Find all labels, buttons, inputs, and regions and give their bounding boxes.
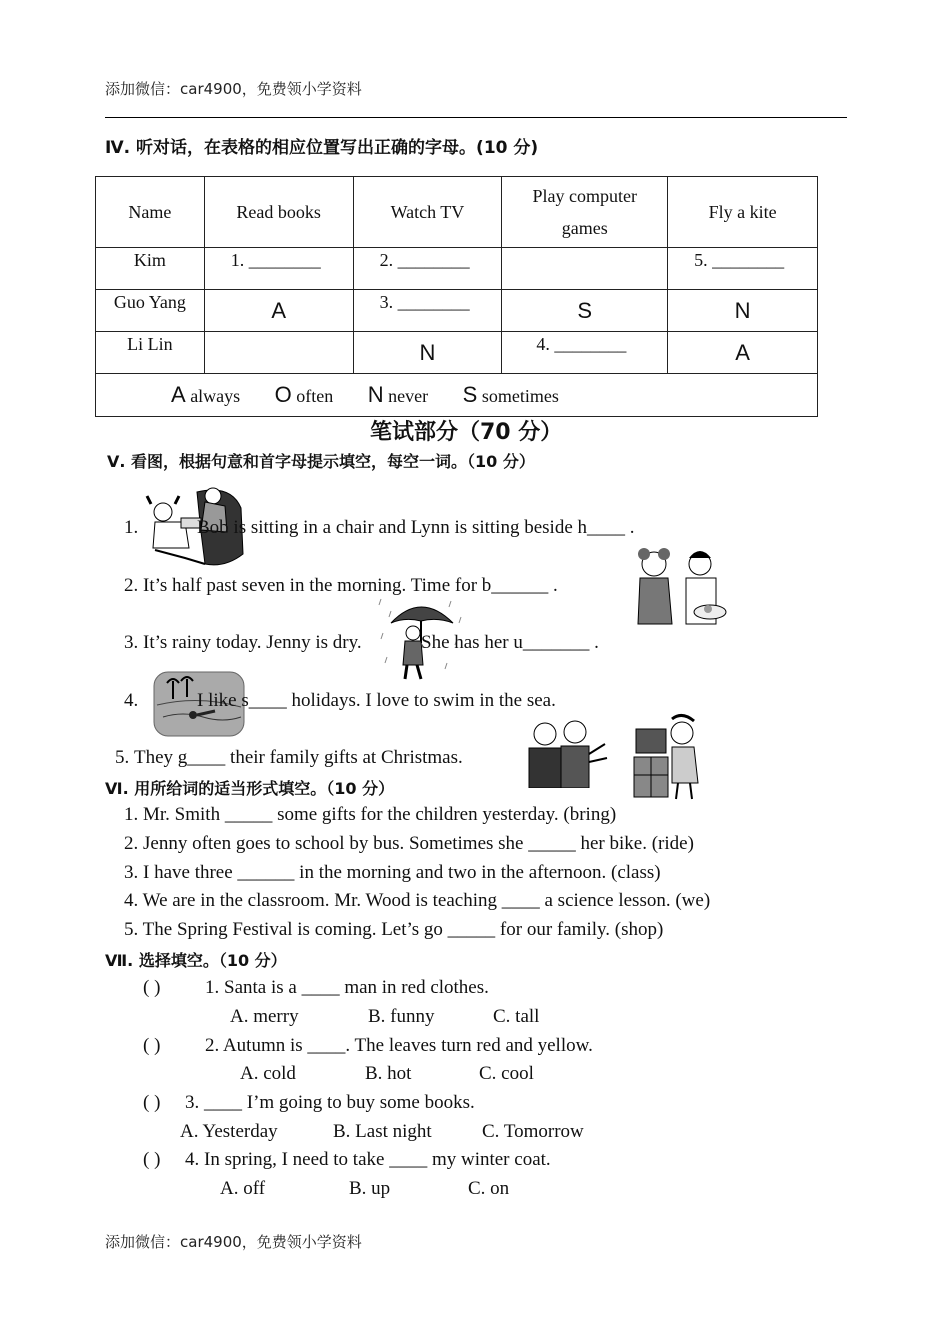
written-part-title: 笔试部分（70 分） bbox=[370, 420, 563, 445]
col-header-games-line2: games bbox=[561, 218, 608, 238]
q5-2-number: 2. bbox=[124, 575, 139, 596]
q7-4-option-a: A. off bbox=[220, 1178, 266, 1199]
table-row-guo-yang bbox=[96, 290, 818, 332]
table-row-kim bbox=[96, 248, 818, 290]
col-header-watch-tv: Watch TV bbox=[353, 177, 502, 248]
section-7-title: Ⅶ. 选择填空。（10 分） bbox=[105, 951, 287, 970]
page-footer: 添加微信：car4900，免费领小学资料 bbox=[105, 1233, 362, 1251]
col-header-fly-a-kite: Fly a kite bbox=[668, 177, 818, 248]
legend-item: A always bbox=[171, 382, 241, 407]
q7-2-question: 2. Autumn is ____. The leaves turn red and yellow. bbox=[205, 1035, 593, 1056]
answer-paren[interactable]: ( ) bbox=[143, 977, 161, 998]
q7-2-option-a: A. cold bbox=[240, 1063, 296, 1084]
q5-5-text: They g____ their family gifts at Christmas. bbox=[134, 747, 463, 768]
legend-row bbox=[96, 374, 818, 417]
q5-3-number: 3. bbox=[124, 632, 139, 653]
q7-3-option-b: B. Last night bbox=[333, 1121, 432, 1142]
cell-letter: N bbox=[353, 332, 502, 374]
q5-3-text-a: It’s rainy today. Jenny is dry. bbox=[143, 632, 362, 653]
q7-1-question: 1. Santa is a ____ man in red clothes. bbox=[205, 977, 489, 998]
page-header: 添加微信：car4900，免费领小学资料 bbox=[105, 80, 362, 98]
breakfast-illustration bbox=[632, 546, 728, 628]
q7-2-option-c: C. cool bbox=[479, 1063, 534, 1084]
col-header-play-computer-games bbox=[502, 177, 668, 248]
q5-2-text: It’s half past seven in the morning. Time for b______ . bbox=[143, 575, 558, 596]
q7-3-option-c: C. Tomorrow bbox=[482, 1121, 584, 1142]
answer-blank-1[interactable]: 1. ________ bbox=[204, 248, 353, 290]
cell-letter: A bbox=[668, 332, 818, 374]
col-header-games-line1: Play computer bbox=[532, 186, 637, 206]
cell-letter: N bbox=[668, 290, 818, 332]
section-5-title: Ⅴ. 看图，根据句意和首字母提示填空，每空一词。（10 分） bbox=[107, 452, 535, 471]
q5-5-number: 5. bbox=[115, 747, 130, 768]
listening-table bbox=[95, 176, 818, 417]
answer-blank-4[interactable]: 4. ________ bbox=[502, 332, 668, 374]
table-row-li-lin bbox=[96, 332, 818, 374]
answer-blank-3[interactable]: 3. ________ bbox=[353, 290, 502, 332]
legend-item: S sometimes bbox=[462, 382, 559, 407]
col-header-name: Name bbox=[96, 177, 205, 248]
empty-cell bbox=[204, 332, 353, 374]
gift-box-illustration bbox=[632, 713, 706, 801]
q7-1-option-b: B. funny bbox=[368, 1006, 435, 1027]
q7-1-option-c: C. tall bbox=[493, 1006, 540, 1027]
answer-paren[interactable]: ( ) bbox=[143, 1092, 161, 1113]
gift-giving-illustration bbox=[525, 718, 609, 788]
q7-2-option-b: B. hot bbox=[365, 1063, 412, 1084]
empty-cell bbox=[502, 248, 668, 290]
q6-3: 3. I have three ______ in the morning and two in the afternoon. (class) bbox=[124, 862, 661, 883]
q7-4-option-b: B. up bbox=[349, 1178, 391, 1199]
q7-3-option-a: A. Yesterday bbox=[180, 1121, 278, 1142]
cell-letter: A bbox=[204, 290, 353, 332]
q6-4: 4. We are in the classroom. Mr. Wood is teaching ____ a science lesson. (we) bbox=[124, 890, 711, 911]
answer-blank-2[interactable]: 2. ________ bbox=[353, 248, 502, 290]
header-divider bbox=[105, 117, 847, 118]
q7-4-question: 4. In spring, I need to take ____ my winter coat. bbox=[185, 1149, 551, 1170]
q5-3-text-b: She has her u_______ . bbox=[421, 632, 599, 653]
q5-1-number: 1. bbox=[124, 517, 139, 538]
legend-item: N never bbox=[367, 382, 429, 407]
q7-1-option-a: A. merry bbox=[230, 1006, 299, 1027]
q5-1-text: Bob is sitting in a chair and Lynn is sitting beside h____ . bbox=[197, 517, 635, 538]
row-name: Li Lin bbox=[96, 332, 205, 374]
q7-3-question: 3. ____ I’m going to buy some books. bbox=[185, 1092, 475, 1113]
row-name: Guo Yang bbox=[96, 290, 205, 332]
q6-2: 2. Jenny often goes to school by bus. Sometimes she _____ her bike. (ride) bbox=[124, 833, 694, 854]
section-4-title: Ⅳ. 听对话，在表格的相应位置写出正确的字母。(10 分) bbox=[105, 138, 539, 158]
q7-4-option-c: C. on bbox=[468, 1178, 510, 1199]
q5-4-number: 4. bbox=[124, 690, 139, 711]
legend-item: O often bbox=[274, 382, 334, 407]
section-6-title: Ⅵ. 用所给词的适当形式填空。（10 分） bbox=[105, 779, 395, 798]
col-header-read-books: Read books bbox=[204, 177, 353, 248]
q6-1: 1. Mr. Smith _____ some gifts for the children yesterday. (bring) bbox=[124, 804, 617, 825]
q6-5: 5. The Spring Festival is coming. Let’s go _____ for our family. (shop) bbox=[124, 919, 664, 940]
row-name: Kim bbox=[96, 248, 205, 290]
answer-paren[interactable]: ( ) bbox=[143, 1035, 161, 1056]
answer-blank-5[interactable]: 5. ________ bbox=[668, 248, 818, 290]
answer-paren[interactable]: ( ) bbox=[143, 1149, 161, 1170]
cell-letter: S bbox=[502, 290, 668, 332]
q5-4-text: I like s____ holidays. I love to swim in the sea. bbox=[197, 690, 556, 711]
